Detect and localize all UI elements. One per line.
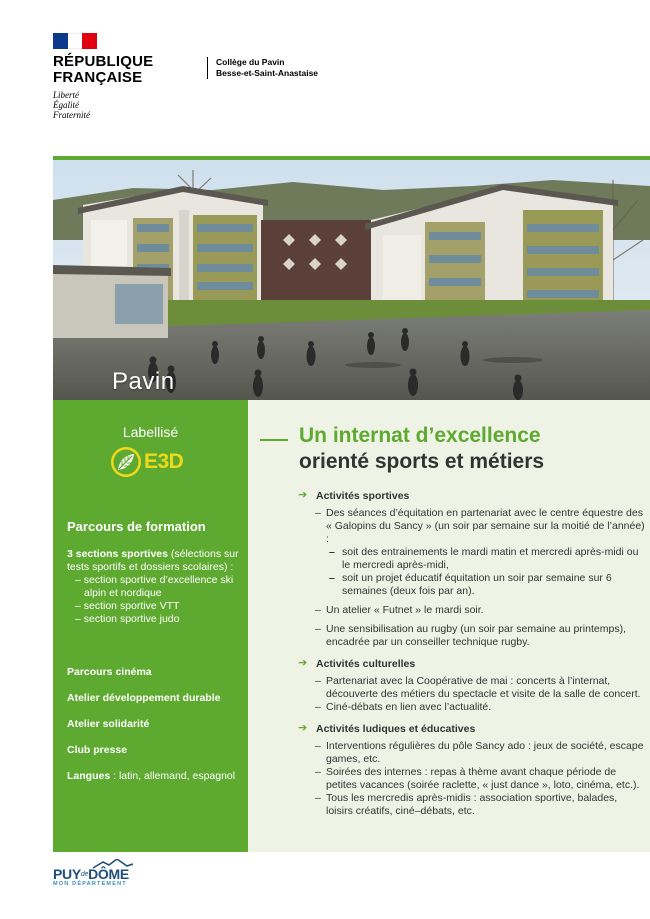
section-head-text: Activités culturelles	[316, 658, 416, 670]
list-item: – Soirées des internes : repas à thème avant chaque période de petites vacances (soirée raclette, « just dance », loto, cinéma, etc.).	[315, 766, 640, 791]
item-text: Partenariat avec la Coopérative de mai : concerts à l’internat, découverte des métiers du spectacle et visite de la salle de concert.	[326, 675, 641, 700]
title-rule	[260, 439, 288, 441]
item-atelier-dd	[67, 692, 239, 705]
college-town: Besse-et-Saint-Anastaise	[216, 68, 319, 78]
item-club-presse	[67, 744, 239, 757]
republique-francaise-logo	[53, 33, 193, 120]
college-name: Collège du Pavin	[216, 57, 285, 67]
sections-bold: 3 sections sportives	[67, 548, 168, 560]
republique-line2: FRANÇAISE	[53, 69, 143, 86]
logo-de: de	[80, 871, 89, 878]
leaf-icon	[110, 446, 142, 478]
sections-block	[67, 548, 239, 626]
item-text: Interventions régulières du pôle Sancy ado : jeux de société, escape games, etc.	[326, 740, 644, 765]
puy-de-dome-logo	[53, 866, 153, 887]
logo-dome: DÔME	[88, 866, 129, 882]
motto-egalite: Égalité	[53, 100, 79, 110]
item-bold: Atelier développement durable	[67, 692, 221, 704]
section-head-text: Activités ludiques et éducatives	[316, 723, 476, 735]
list-item: – Partenariat avec la Coopérative de mai : concerts à l’internat, découverte des métiers du spectacle et visite de la salle de concert.	[315, 675, 641, 700]
arrow-right-icon: ➔	[298, 657, 308, 669]
e3d-label-logo	[110, 446, 183, 478]
motto-fraternite: Fraternité	[53, 110, 90, 120]
item-bold: Club presse	[67, 744, 128, 756]
photo-caption: Pavin	[112, 368, 175, 395]
section-head-culture	[298, 658, 646, 671]
list-item: – Tous les mercredis après-midis : association sportive, balades, loisirs créatifs, ciné–débats, etc.	[315, 792, 618, 817]
right-column	[248, 400, 650, 852]
motto-liberte: Liberté	[53, 90, 79, 100]
item-text: Tous les mercredis après-midis : association sportive, balades, loisirs créatifs, ciné–débats, etc.	[326, 792, 618, 817]
sub-item: – soit un projet éducatif équitation un soir par semaine sur 6 semaines (deux fois par an).	[329, 572, 612, 597]
list-item: – Interventions régulières du pôle Sancy ado : jeux de société, escape games, etc.	[315, 740, 644, 765]
arrow-right-icon: ➔	[298, 489, 308, 501]
school-photo	[53, 160, 650, 400]
list-item: – Une sensibilisation au rugby (un soir par semaine au printemps), encadrée par un conseiller technique rugby.	[315, 623, 626, 648]
sections-rest: (sélections sur tests sportifs et dossiers scolaires) :	[67, 548, 239, 573]
arrow-right-icon: ➔	[298, 722, 308, 734]
list-item: – Ciné-débats en lien avec l’actualité.	[315, 701, 492, 713]
french-flag-icon	[53, 33, 97, 49]
item-bold: Atelier solidarité	[67, 718, 150, 730]
sub-item-text: soit un projet éducatif équitation un soir par semaine sur 6 semaines (deux fois par an).	[342, 572, 612, 597]
title-line2: orienté sports et métiers	[299, 450, 545, 473]
labellise-label: Labellisé	[122, 424, 179, 440]
section-head-text: Activités sportives	[316, 490, 410, 502]
item-text: Une sensibilisation au rugby (un soir par semaine au printemps), encadrée par un conseiller technique rugby.	[326, 623, 626, 648]
left-column	[53, 400, 248, 852]
item-text: Soirées des internes : repas à thème avant chaque période de petites vacances (soirée raclette, « just dance », loto, cinéma, etc.).	[326, 766, 640, 791]
title-line1: Un internat d’excellence	[299, 424, 541, 447]
item-parcours-cinema	[67, 666, 239, 679]
list-item: – Des séances d’équitation en partenariat avec le centre équestre des « Galopins du Sancy » (un soir par semaine sur la moitié de l’année) :	[315, 507, 645, 545]
e3d-text: E3D	[144, 450, 184, 473]
item-atelier-solidarite	[67, 718, 239, 731]
sub-item-text: soit des entrainements le mardi matin et mercredi après-midi ou le mercredi après-midi,	[342, 546, 639, 571]
item-text: Un atelier « Futnet » le mardi soir.	[326, 604, 484, 616]
parcours-title: Parcours de formation	[67, 519, 206, 534]
list-item: – section sportive VTT	[75, 600, 180, 612]
section-head-leisure	[298, 723, 646, 736]
item-bold: Langues	[67, 770, 111, 782]
motto	[53, 90, 193, 120]
sections-list	[75, 574, 239, 626]
section-head-sport	[298, 490, 646, 503]
activities-content	[298, 490, 646, 822]
item-text: Ciné-débats en lien avec l’actualité.	[326, 701, 492, 713]
list-item: – section sportive judo	[75, 613, 180, 625]
list-item: – section sportive d’excellence ski alpin et nordique	[75, 574, 234, 599]
logo-main	[53, 866, 153, 882]
sub-item: – soit des entrainements le mardi matin et mercredi après-midi ou le mercredi après-midi,	[329, 546, 639, 571]
item-langues	[67, 770, 239, 783]
college-info	[207, 57, 318, 79]
list-item: – Un atelier « Futnet » le mardi soir.	[315, 604, 484, 616]
logo-puy: PUY	[53, 866, 81, 882]
logo-sub: MON DÉPARTEMENT	[53, 881, 127, 887]
item-rest: : latin, allemand, espagnol	[110, 770, 236, 782]
item-bold: Parcours cinéma	[67, 666, 152, 678]
republique-line1: RÉPUBLIQUE	[53, 53, 154, 70]
item-text: Des séances d’équitation en partenariat avec le centre équestre des « Galopins du Sancy » (un soir par semaine sur la moitié de l’année) :	[326, 507, 645, 545]
